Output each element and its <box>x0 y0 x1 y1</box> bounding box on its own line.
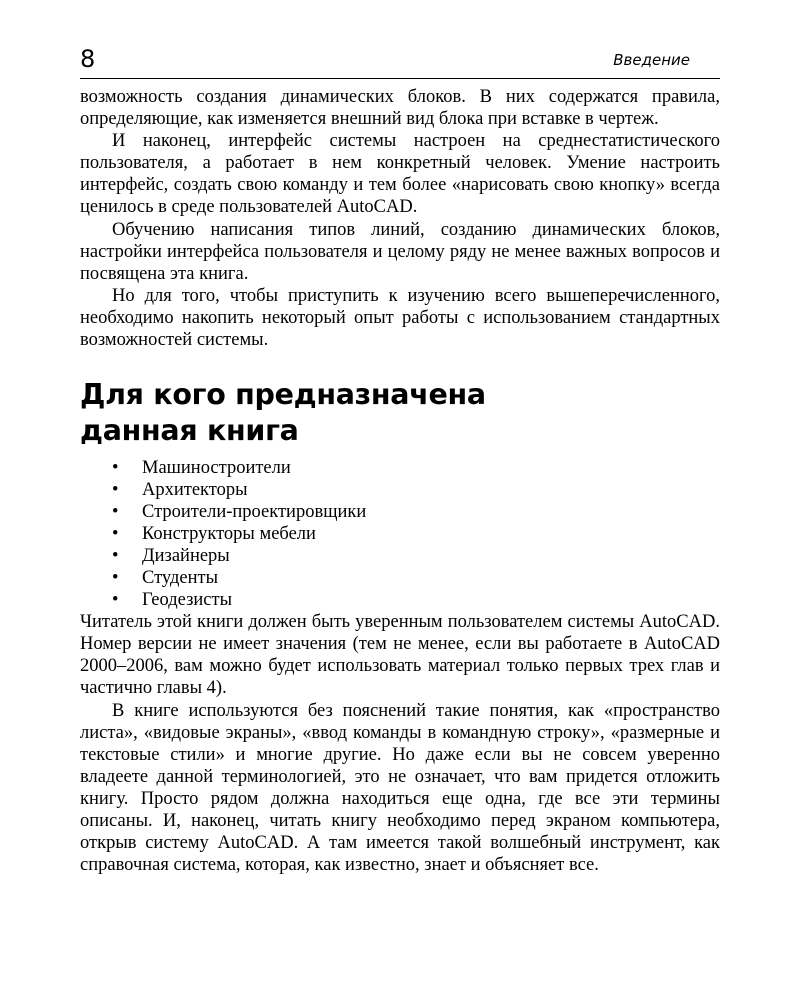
bullet-icon: • <box>112 502 119 523</box>
intro-paragraph: Но для того, чтобы приступить к изучению всего вышеперечисленного, необходимо накопить некоторый опыт работы с использованием стандартных возможностей системы. <box>80 285 720 351</box>
page-number: 8 <box>80 45 96 73</box>
bullet-icon: • <box>112 480 119 501</box>
list-item-label: Машиностроители <box>142 458 291 479</box>
section-paragraph: В книге используются без пояснений такие понятия, как «пространство листа», «видовые экраны», «ввод команды в командную строку», «размерные и текстовые стили» и многие другие. Но даже если вы не совсем уверенно владеете данной терминологией, это не означает, что вам придется отложить книгу. Просто рядом должна находиться еще одна, где все эти термины описаны. И, наконец, читать книгу необходимо перед экраном компьютера, открыв систему AutoCAD. А там имеется такой волшебный инструмент, как справочная система, которая, как известно, знает и объясняет все. <box>80 700 720 876</box>
list-item-label: Строители-проектировщики <box>142 502 367 523</box>
bullet-icon: • <box>112 546 119 567</box>
section-heading <box>80 377 720 449</box>
page-body <box>80 86 720 876</box>
running-title: Введение <box>613 51 690 69</box>
intro-paragraph: И наконец, интерфейс системы настроен на среднестатистического пользователя, а работает в нем конкретный человек. Умение настроить интерфейс, создать свою команду и тем более «нарисовать свою кнопку» всегда ценилось в среде пользователей AutoCAD. <box>80 131 720 218</box>
list-item <box>80 545 720 567</box>
audience-list <box>80 457 720 611</box>
intro-paragraph: возможность создания динамических блоков. В них содержатся правила, определяющие, как изменяется внешний вид блока при вставке в чертеж. <box>80 87 720 130</box>
list-item <box>80 479 720 501</box>
bullet-icon: • <box>112 458 119 479</box>
intro-paragraph: Обучению написания типов линий, созданию динамических блоков, настройки интерфейса пользователя и целому ряду не менее важных вопросов и посвящена эта книга. <box>80 219 720 284</box>
bullet-icon: • <box>112 524 119 545</box>
bullet-icon: • <box>112 590 119 611</box>
list-item-label: Архитекторы <box>142 480 248 501</box>
bullet-icon: • <box>112 568 119 589</box>
list-item <box>80 589 720 611</box>
list-item-label: Конструкторы мебели <box>142 524 316 545</box>
section-heading-line: данная книга <box>80 414 299 448</box>
list-item <box>80 523 720 545</box>
list-item <box>80 501 720 523</box>
list-item <box>80 457 720 479</box>
section-heading-line: Для кого предназначена <box>80 378 486 412</box>
list-item-label: Геодезисты <box>142 590 232 611</box>
section-paragraph: Читатель этой книги должен быть уверенным пользователем системы AutoCAD. Номер версии не имеет значения (тем не менее, если вы работаете в AutoCAD 2000–2006, вам можно будет использовать материал только первых трех глав и частично главы 4). <box>80 612 720 699</box>
list-item-label: Дизайнеры <box>142 546 230 567</box>
page-header <box>80 44 720 79</box>
list-item <box>80 567 720 589</box>
list-item-label: Студенты <box>142 568 219 589</box>
